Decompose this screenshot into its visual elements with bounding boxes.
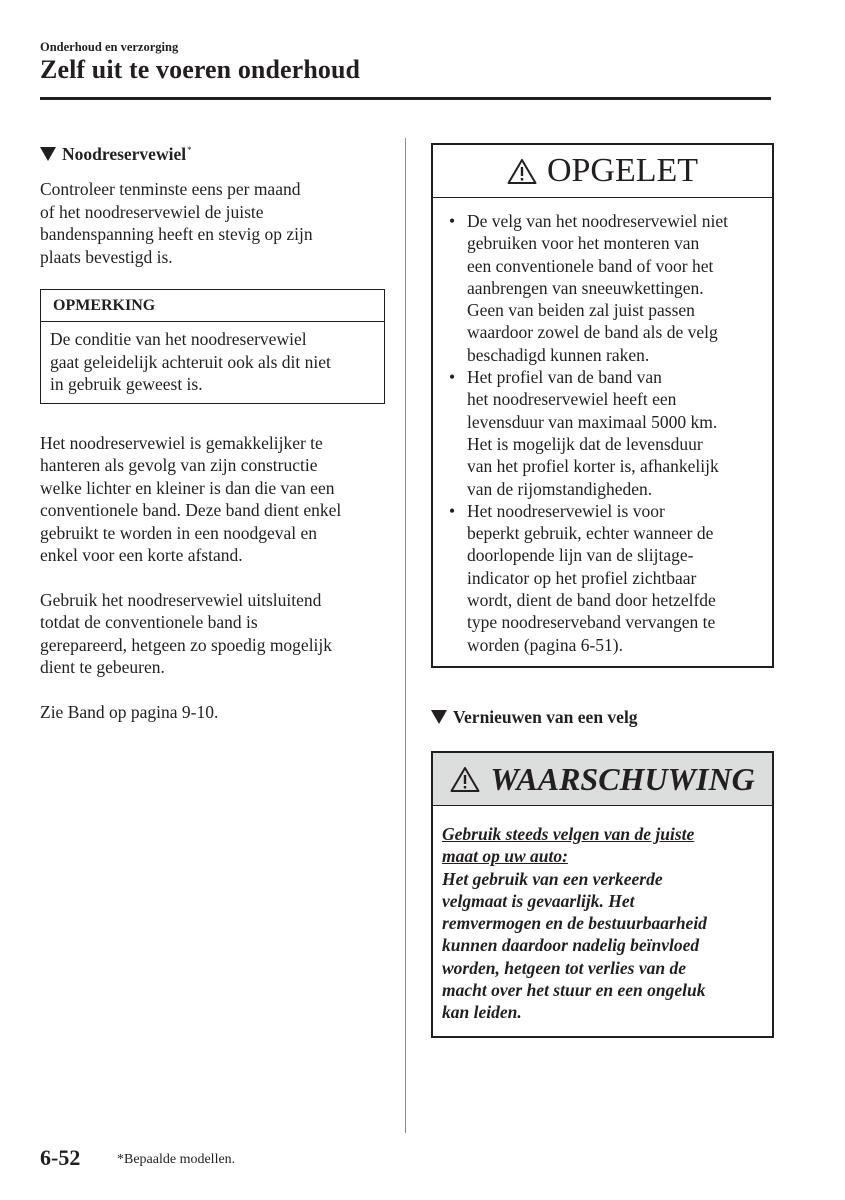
warning-triangle-icon: [507, 158, 537, 185]
bullet-text: Het profiel van de band van het noodreservewiel heeft een levensduur van maximaal 5000 km. Het is mogelijk dat de levensduur van het profiel korter is, afhankelijk van de rijomstandigheden.: [467, 367, 719, 499]
down-triangle-icon: [431, 710, 447, 724]
bullet-dot: •: [449, 367, 456, 388]
intro-paragraph: [40, 178, 385, 268]
text-line: in gebruik geweest is.: [50, 374, 203, 394]
text-line: dient te gebeuren.: [40, 657, 165, 677]
text-line: macht over het stuur en een ongeluk: [442, 980, 706, 1001]
footnote-mark: *: [187, 145, 192, 155]
warning-header: [433, 753, 772, 806]
bullet-dot: •: [449, 211, 456, 231]
text-line: De conditie van het noodreservewiel: [50, 329, 307, 349]
paragraph-reference: Zie Band op pagina 9-10.: [40, 701, 219, 722]
text-line: bandenspanning heeft en stevig op zijn: [40, 224, 313, 244]
note-body: [41, 322, 384, 403]
footnote: *Bepaalde modellen.: [117, 1152, 236, 1167]
paragraph-usage: [40, 589, 385, 679]
bullet-dot: •: [449, 500, 456, 521]
note-title: OPMERKING: [41, 290, 384, 322]
text-line: enkel voor een korte afstand.: [40, 545, 243, 565]
text-line: gaat geleidelijk achteruit ook als dit niet: [50, 351, 331, 372]
chapter-title: Zelf uit te voeren onderhoud: [40, 55, 361, 84]
page-number: 6-52: [40, 1145, 81, 1170]
note-box: [40, 289, 385, 404]
caution-bullet: [449, 210, 764, 366]
title-rule: [40, 97, 771, 100]
text-line: kunnen daardoor nadelig beïnvloed: [442, 935, 700, 956]
text-line: gerepareerd, hetgeen zo spoedig mogelijk: [40, 634, 333, 655]
warning-body: [433, 806, 772, 1036]
text-line: worden, hetgeen tot verlies van de: [442, 957, 687, 978]
caution-body: [433, 198, 772, 666]
warning-lead: Gebruik steeds velgen van de juiste maat op uw auto:: [442, 824, 695, 867]
text-line: plaats bevestigd is.: [40, 246, 173, 267]
text-line: Het noodreservewiel is gemakkelijker te: [40, 432, 323, 453]
text-line: gebruikt te worden in een noodgeval en: [40, 522, 317, 543]
text-line: kan leiden.: [442, 1002, 522, 1023]
caution-bullet: [449, 366, 764, 500]
section-heading-noodreservewiel: [40, 143, 385, 165]
down-triangle-icon: [40, 147, 56, 161]
paragraph-construction: [40, 432, 385, 567]
heading-text: Noodreservewiel: [62, 144, 187, 164]
text-line: hanteren als gevolg van zijn constructie: [40, 455, 318, 475]
warning-triangle-icon: [450, 766, 480, 793]
text-line: of het noodreservewiel de juiste: [40, 201, 264, 222]
text-line: Het gebruik van een verkeerde: [442, 868, 663, 889]
caution-box: [431, 143, 774, 668]
text-line: totdat de conventionele band is: [40, 612, 258, 632]
caution-header: [433, 145, 772, 198]
warning-box: [431, 751, 774, 1038]
heading-text: Vernieuwen van een velg: [453, 707, 638, 727]
text-line: velgmaat is gevaarlijk. Het: [442, 890, 635, 911]
caution-bullet: [449, 500, 764, 656]
text-line: remvermogen en de bestuurbaarheid: [442, 913, 707, 934]
text-line: welke lichter en kleiner is dan die van een: [40, 477, 335, 498]
text-line: conventionele band. Deze band dient enkel: [40, 500, 342, 520]
section-heading-velg: [431, 706, 638, 728]
warning-title: WAARSCHUWING: [490, 760, 755, 797]
column-divider: [405, 138, 406, 1133]
text-line: Gebruik het noodreservewiel uitsluitend: [40, 589, 322, 610]
text-line: Controleer tenminste eens per maand: [40, 179, 301, 199]
bullet-text: De velg van het noodreservewiel niet gebruiken voor het monteren van een conventionele band of voor het aanbrengen van sneeuwkettingen. Geen van beiden zal juist passen waardoor zowel de band als de velg beschadigd kunnen raken.: [467, 211, 728, 365]
caution-title: OPGELET: [546, 152, 699, 189]
bullet-text: Het noodreservewiel is voor beperkt gebruik, echter wanneer de doorlopende lijn van de slijtage- indicator op het profiel zichtbaar wordt, dient de band door hetzelfde type noodreserveband vervangen te worden (pagina 6-51).: [467, 500, 716, 655]
left-column: [40, 143, 385, 723]
section-label: Onderhoud en verzorging: [40, 40, 179, 54]
